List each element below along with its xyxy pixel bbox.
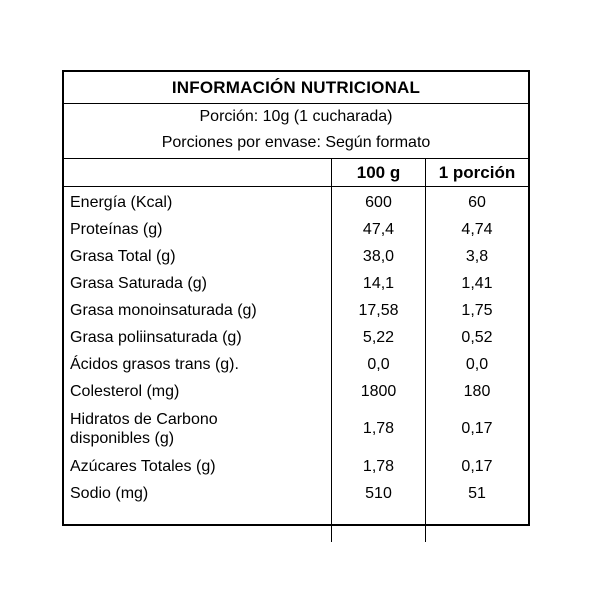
table-row: [64, 324, 528, 351]
nutrient-name: Energía (Kcal): [64, 189, 332, 216]
portion-size: Porción: 10g (1 cucharada): [199, 108, 393, 125]
nutrient-name: Colesterol (mg): [64, 378, 332, 405]
spacer-cell: [426, 507, 528, 542]
table-row: [64, 378, 528, 405]
table-row: [64, 189, 528, 216]
table-row: [64, 480, 528, 507]
nutrient-name: Grasa monoinsaturada (g): [64, 297, 332, 324]
spacer-cell: [64, 507, 332, 542]
value-per-100g: 47,4: [332, 216, 426, 243]
spacer-cell: [332, 507, 426, 542]
nutrient-name: Ácidos grasos trans (g).: [64, 351, 332, 378]
value-per-portion: 1,41: [461, 274, 493, 292]
nutrition-facts-label: [62, 70, 530, 526]
value-per-100g: 1,78: [332, 453, 426, 480]
table-row: [64, 216, 528, 243]
nutrition-table: [64, 158, 528, 542]
table-row: [64, 351, 528, 378]
nutrient-name: [64, 405, 332, 453]
value-per-portion: 0,0: [465, 355, 489, 373]
nutrient-name: Azúcares Totales (g): [64, 453, 332, 480]
header-per-portion: 1 porción: [438, 162, 516, 182]
nutrient-name: Grasa Saturada (g): [64, 270, 332, 297]
value-per-100g: 38,0: [332, 243, 426, 270]
value-per-100g: 510: [332, 480, 426, 507]
nutrient-name: Grasa poliinsaturada (g): [64, 324, 332, 351]
value-per-100g: 14,1: [332, 270, 426, 297]
table-header-row: [64, 159, 528, 187]
value-per-portion: 4,74: [461, 220, 493, 238]
value-per-portion: 0,52: [461, 328, 493, 346]
value-per-portion: 0,17: [461, 420, 493, 437]
value-per-100g: 1,78: [332, 405, 426, 453]
label-title: INFORMACIÓN NUTRICIONAL: [64, 72, 528, 104]
nutrient-name: Proteínas (g): [64, 216, 332, 243]
value-per-portion: 3,8: [465, 247, 489, 265]
value-per-100g: 1800: [332, 378, 426, 405]
table-row: [64, 270, 528, 297]
value-per-100g: 17,58: [332, 297, 426, 324]
nutrient-name-line1: Hidratos de Carbono: [70, 411, 218, 428]
nutrient-name-line2: disponibles (g): [70, 430, 175, 447]
header-nutrient: [64, 159, 332, 186]
nutrient-name: Sodio (mg): [64, 480, 332, 507]
table-row: [64, 297, 528, 324]
value-per-portion: 0,17: [461, 457, 493, 475]
table-row: [64, 243, 528, 270]
value-per-portion: 60: [468, 193, 486, 211]
nutrient-name: Grasa Total (g): [64, 243, 332, 270]
value-per-portion: 180: [463, 382, 491, 400]
value-per-100g: 5,22: [332, 324, 426, 351]
value-per-portion: 1,75: [461, 301, 493, 319]
header-per-100g: 100 g: [332, 159, 426, 186]
table-bottom-spacer: [64, 507, 528, 542]
table-row: [64, 453, 528, 480]
value-per-100g: 600: [332, 189, 426, 216]
servings-per-container: Porciones por envase: Según formato: [161, 134, 431, 151]
value-per-portion: 51: [468, 484, 486, 502]
value-per-100g: 0,0: [332, 351, 426, 378]
table-row: [64, 405, 528, 453]
